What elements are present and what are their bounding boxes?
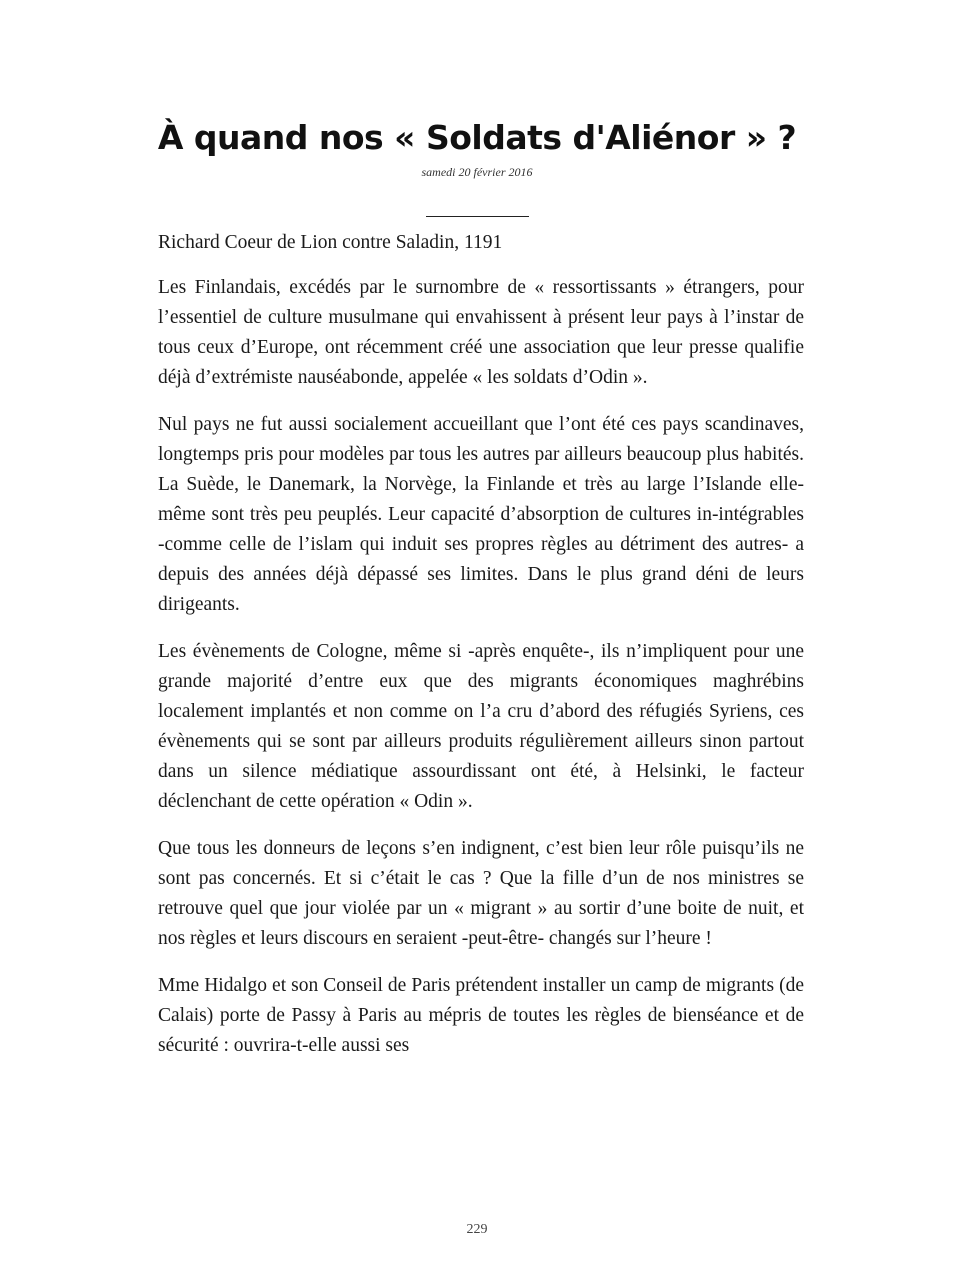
page-number: 229 xyxy=(466,1222,488,1237)
article-title: À quand nos « Soldats d'Aliénor » ? xyxy=(157,118,797,157)
paragraph-5: Mme Hidalgo et son Conseil de Paris prétendent installer un camp de migrants (de Calais) porte de Passy à Paris au mépris de toutes les règles de bienséance et de sécurité : ouvrira-t-elle aussi ses xyxy=(158,975,804,1056)
article-body xyxy=(158,228,804,1078)
image-caption: Richard Coeur de Lion contre Saladin, 1191 xyxy=(158,232,503,253)
paragraph-3: Les évènements de Cologne, même si -après enquête-, ils n’impliquent pour une grande majorité d’entre eux que des migrants économiques maghrébins localement implantés et non comme on l’a cru d’abord des réfugiés Syriens, ces évènements qui se sont par ailleurs produits régulièrement ailleurs sinon partout dans un silence médiatique assourdissant ont été, à Helsinki, le facteur déclenchant de cette opération « Odin ». xyxy=(158,641,804,812)
article-date: samedi 20 février 2016 xyxy=(421,165,533,179)
paragraph-1: Les Finlandais, excédés par le surnombre de « ressortissants » étrangers, pour l’essentiel de culture musulmane qui envahissent à présent leur pays à l’instar de tous ceux d’Europe, ont récemment créé une association que leur presse qualifie déjà d’extrémiste nauséabonde, appelée « les soldats d’Odin ». xyxy=(158,277,804,388)
paragraph-2: Nul pays ne fut aussi socialement accueillant que l’ont été ces pays scandinaves, longtemps pris pour modèles par tous les autres par ailleurs beaucoup plus habités. La Suède, le Danemark, la Norvège, la Finlande et très au large l’Islande elle-même sont très peu peuplés. Leur capacité d’absorption de cultures in-intégrables -comme celle de l’islam qui induit ses propres règles au détriment des autres- a depuis des années déjà dépassé ses limites. Dans le plus grand déni de leurs dirigeants. xyxy=(158,414,804,615)
paragraph-4: Que tous les donneurs de leçons s’en indignent, c’est bien leur rôle puisqu’ils ne sont pas concernés. Et si c’était le cas ? Que la fille d’un de nos ministres se retrouve quel que jour violée par un « migrant » au sortir d’une boite de nuit, et nos règles et leurs discours en seraient -peut-être- changés sur l’heure ! xyxy=(158,838,804,949)
title-divider xyxy=(426,216,529,217)
